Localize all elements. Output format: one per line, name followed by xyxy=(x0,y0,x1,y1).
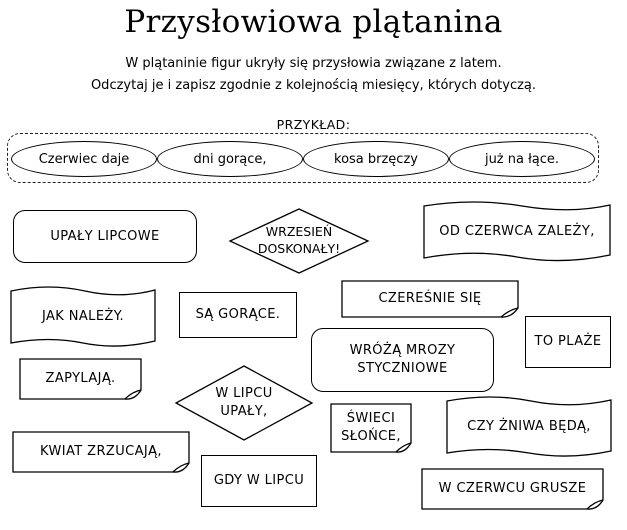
example-part-1: Czerwiec daje xyxy=(38,151,130,167)
piece-text: SĄ GORĄCE. xyxy=(195,307,281,323)
piece-czy-zniwa-beda xyxy=(445,395,613,459)
piece-sa-gorace xyxy=(179,292,297,338)
piece-kwiat-zrzucaja xyxy=(12,431,190,473)
example-oval-3 xyxy=(303,141,449,177)
piece-to-plaze xyxy=(525,316,611,368)
piece-text: ZAPYLAJĄ. xyxy=(45,371,116,387)
piece-text-line-2: UPAŁY, xyxy=(220,404,268,419)
instruction-line-2: Odczytaj je i zapisz zgodnie z kolejnością miesięcy, których dotyczą. xyxy=(90,78,537,93)
page-title: Przysłowiowa plątanina xyxy=(124,4,503,40)
example-oval-1 xyxy=(11,141,157,177)
piece-text-line-1: WRÓŻĄ MROZY xyxy=(349,343,456,359)
piece-text-line-2: SŁOŃCE, xyxy=(341,429,401,444)
piece-gdy-w-lipcu xyxy=(201,455,317,507)
example-part-2: dni gorące, xyxy=(193,151,267,167)
example-oval-4 xyxy=(449,141,595,177)
piece-text-line-2: DOSKONAŁY! xyxy=(257,241,341,256)
piece-text-line-1: W LIPCU xyxy=(215,386,273,402)
piece-jak-nalezy xyxy=(9,285,157,349)
instruction-line-1: W plątaninie figur ukryły się przysłowia związane z latem. xyxy=(125,56,502,71)
piece-wrzesien-doskonaly xyxy=(229,208,369,274)
piece-text: OD CZERWCA ZALEŻY, xyxy=(439,224,595,240)
piece-upaly-lipcowe xyxy=(13,210,197,263)
piece-od-czerwca-zalezy xyxy=(422,200,612,264)
piece-text: KWIAT ZRZUCAJĄ, xyxy=(40,444,162,460)
piece-text: JAK NALEŻY. xyxy=(42,309,124,325)
example-oval-2 xyxy=(157,141,303,177)
piece-text-line-2: STYCZNIOWE xyxy=(357,361,448,376)
piece-czeresnie-sie xyxy=(341,280,519,318)
piece-zapylaja xyxy=(19,358,142,400)
piece-text: UPAŁY LIPCOWE xyxy=(50,228,160,244)
piece-w-czerwcu-grusze xyxy=(421,468,604,510)
piece-text: GDY W LIPCU xyxy=(213,473,305,489)
example-part-3: kosa brzęczy xyxy=(334,151,418,167)
example-label: PRZYKŁAD: xyxy=(276,117,351,132)
piece-wroza-mrozy-styczniowe xyxy=(311,328,494,392)
piece-text: TO PLAŻE xyxy=(534,334,602,350)
piece-text: CZY ŻNIWA BĘDĄ, xyxy=(467,419,591,435)
piece-w-lipcu-upaly xyxy=(175,365,313,441)
piece-text-line-1: WRZESIEŃ xyxy=(265,224,333,240)
piece-text-line-1: ŚWIECI xyxy=(346,411,396,427)
piece-text: CZEREŚNIE SIĘ xyxy=(378,291,482,307)
piece-text: W CZERWCU GRUSZE xyxy=(438,481,587,497)
piece-swieci-slonce xyxy=(330,403,412,453)
example-part-4: już na łące. xyxy=(484,151,560,167)
